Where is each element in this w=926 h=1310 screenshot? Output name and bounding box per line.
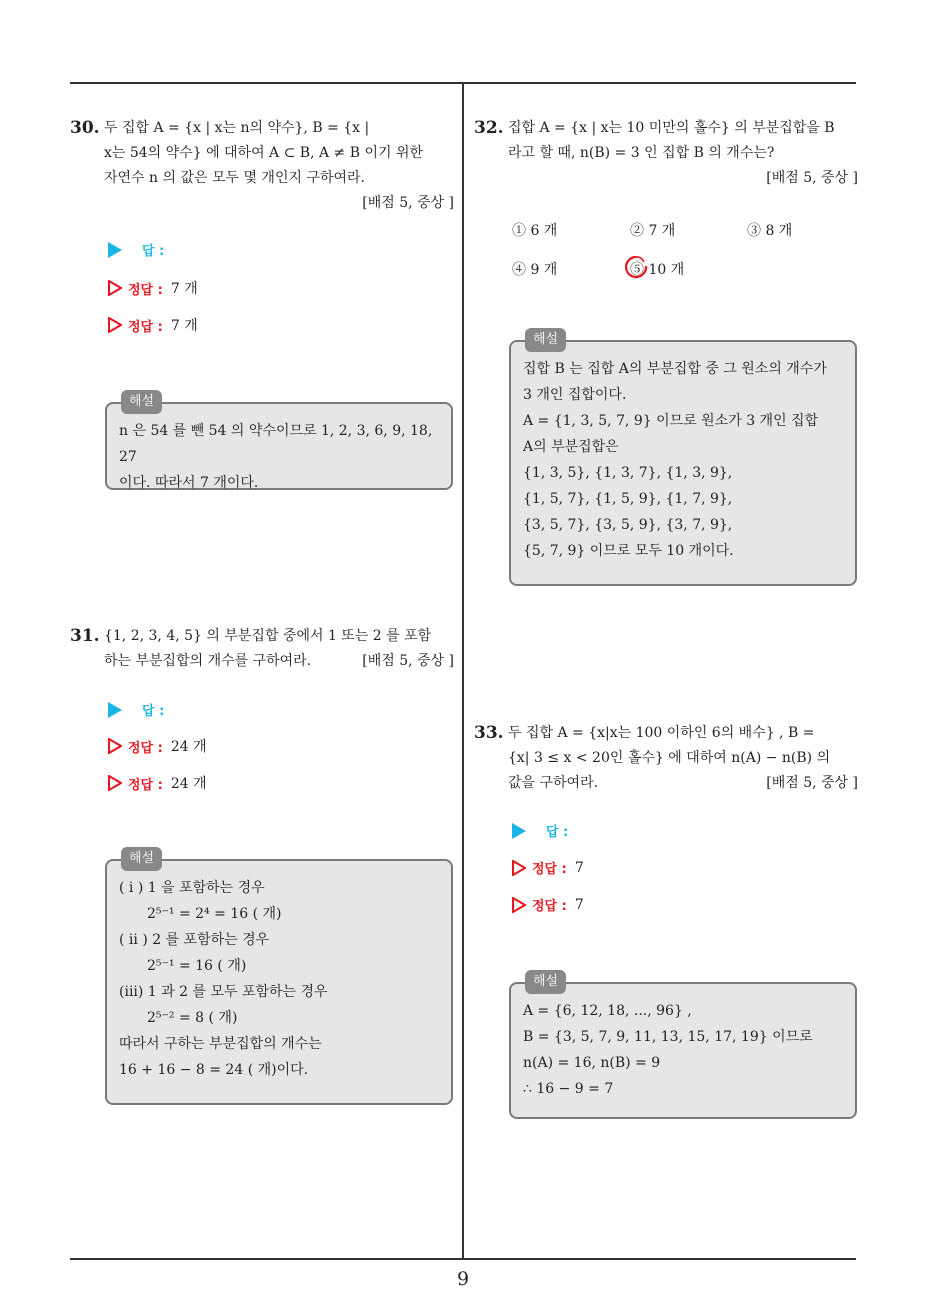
problem-30-question [70,116,454,191]
problem-30-line: 두 집합 A = {x | x는 n의 약수}, B = {x | [104,120,370,136]
correct-value: 7 [574,859,584,876]
choice-1[interactable]: ① 6 개 [512,223,558,239]
solution-line: A = {6, 12, 18, ..., 96} , [523,1003,692,1019]
outline-arrow-icon [108,775,122,791]
solution-line: 3 개인 집합이다. [523,387,627,403]
outline-arrow-icon [512,897,526,913]
solution-tag: 해설 [121,390,162,414]
solution-line: (iii) 1 과 2 를 모두 포함하는 경우 [119,984,328,1000]
problem-31-correct-row [108,736,207,756]
solution-line: 이다. 따라서 7 개이다. [119,475,259,491]
problem-30-line: 자연수 n 의 값은 모두 몇 개인지 구하여라. [104,170,366,186]
problem-30-correct-row [108,278,198,298]
problem-30 [70,116,454,216]
solution-line: n(A) = 16, n(B) = 9 [523,1055,661,1071]
solution-line: 집합 B 는 집합 A의 부분집합 중 그 원소의 개수가 [523,361,827,377]
solution-line: ( ii ) 2 를 포함하는 경우 [119,932,270,948]
choice-2[interactable]: ② 7 개 [630,223,676,239]
solution-line: 2⁵⁻² = 8 ( 개) [147,1010,238,1026]
solution-line: {1, 3, 5}, {1, 3, 7}, {1, 3, 9}, [523,465,733,481]
outline-arrow-icon [108,280,122,296]
problem-32-solution-box [509,332,857,586]
problem-33-correct-row [512,858,584,877]
solution-line: {5, 7, 9} 이므로 모두 10 개이다. [523,543,734,559]
solution-line: A의 부분집합은 [523,439,619,455]
problem-33-line: 값을 구하여라. [배점 5, 중상 ] [508,771,858,796]
problem-31-line: 하는 부분집합의 개수를 구하여라. [배점 5, 중상 ] [104,649,454,674]
problem-30-solution-box [105,394,453,491]
correct-label: 정답 : [128,740,163,756]
problem-33-number: 33. [474,723,504,743]
solution-line: ∴ 16 − 9 = 7 [523,1081,614,1097]
answer-label: 답 : [142,244,165,259]
solution-line: 16 + 16 − 8 = 24 ( 개)이다. [119,1062,309,1078]
page-number: 9 [456,1268,470,1290]
problem-30-points: [배점 5, 중상 ] [362,195,454,211]
problem-30-correct-row [108,315,198,335]
solution-tag: 해설 [121,847,162,871]
solution-line: ( i ) 1 을 포함하는 경우 [119,880,265,896]
solution-line: A = {1, 3, 5, 7, 9} 이므로 원소가 3 개인 집합 [523,413,819,429]
problem-33 [474,721,858,796]
problem-33-correct-row [512,895,584,914]
problem-31-question [70,624,454,674]
bottom-rule [70,1258,856,1260]
solution-line: 따라서 구하는 부분집합의 개수는 [119,1036,322,1052]
problem-32-line: 라고 할 때, n(B) = 3 인 집합 B 의 개수는? [508,145,775,161]
choice-4[interactable]: ④ 9 개 [512,262,558,278]
problem-31-points: [배점 5, 중상 ] [362,653,454,669]
solution-line: {1, 5, 7}, {1, 5, 9}, {1, 7, 9}, [523,491,733,507]
problem-32-line: 집합 A = {x | x는 10 미만의 홀수} 의 부분집합을 B [508,120,835,136]
problem-33-points: [배점 5, 중상 ] [766,775,858,791]
problem-32-question [474,116,858,166]
solution-tag: 해설 [525,970,566,994]
problem-30-number: 30. [70,118,100,138]
problem-31-line: {1, 2, 3, 4, 5} 의 부분집합 중에서 1 또는 2 를 포함 [104,628,432,644]
correct-value: 7 개 [170,281,198,297]
problem-32-number: 32. [474,118,504,138]
correct-value: 7 [574,896,584,913]
problem-31-solution-box [105,851,453,1105]
solution-line: n 은 54 를 뺀 54 의 약수이므로 1, 2, 3, 6, 9, 18, 27 [119,423,433,465]
correct-value: 24 개 [170,739,207,755]
answer-label: 답 : [142,704,165,719]
solution-line: 2⁵⁻¹ = 16 ( 개) [147,958,247,974]
choice-3[interactable]: ③ 8 개 [747,223,793,239]
play-arrow-icon [108,702,122,718]
problem-32-points: [배점 5, 중상 ] [766,170,858,186]
choice-5[interactable]: ⑤ 10 개 [630,262,685,278]
correct-label: 정답 : [532,862,567,877]
problem-32 [474,116,858,191]
solution-tag: 해설 [525,328,566,352]
solution-line: B = {3, 5, 7, 9, 11, 13, 15, 17, 19} 이므로 [523,1029,813,1045]
problem-33-question [474,721,858,796]
outline-arrow-icon [108,738,122,754]
solution-line: {3, 5, 7}, {3, 5, 9}, {3, 7, 9}, [523,517,733,533]
correct-label: 정답 : [128,282,163,298]
problem-31 [70,624,454,674]
problem-33-line: 두 집합 A = {x|x는 100 이하인 6의 배수} , B = [508,725,815,741]
outline-arrow-icon [512,860,526,876]
play-arrow-icon [108,242,122,258]
problem-31-correct-row [108,773,207,793]
problem-33-answer-row [512,821,568,840]
problem-31-answer-row [108,700,164,719]
column-divider [462,82,464,1259]
answer-label: 답 : [546,825,569,840]
correct-label: 정답 : [532,899,567,914]
correct-label: 정답 : [128,319,163,335]
correct-label: 정답 : [128,777,163,793]
outline-arrow-icon [108,317,122,333]
problem-30-line: x는 54의 약수} 에 대하여 A ⊂ B, A ≠ B 이기 위한 [104,145,424,161]
correct-value: 7 개 [170,318,198,334]
solution-line: 2⁵⁻¹ = 2⁴ = 16 ( 개) [147,906,282,922]
problem-31-number: 31. [70,626,100,646]
problem-33-solution-box [509,974,857,1119]
correct-value: 24 개 [170,776,207,792]
problem-30-answer-row [108,240,164,259]
play-arrow-icon [512,823,526,839]
selected-answer-circle-icon [623,254,649,280]
problem-33-line: {x| 3 ≤ x < 20인 홀수} 에 대하여 n(A) − n(B) 의 [508,750,831,766]
